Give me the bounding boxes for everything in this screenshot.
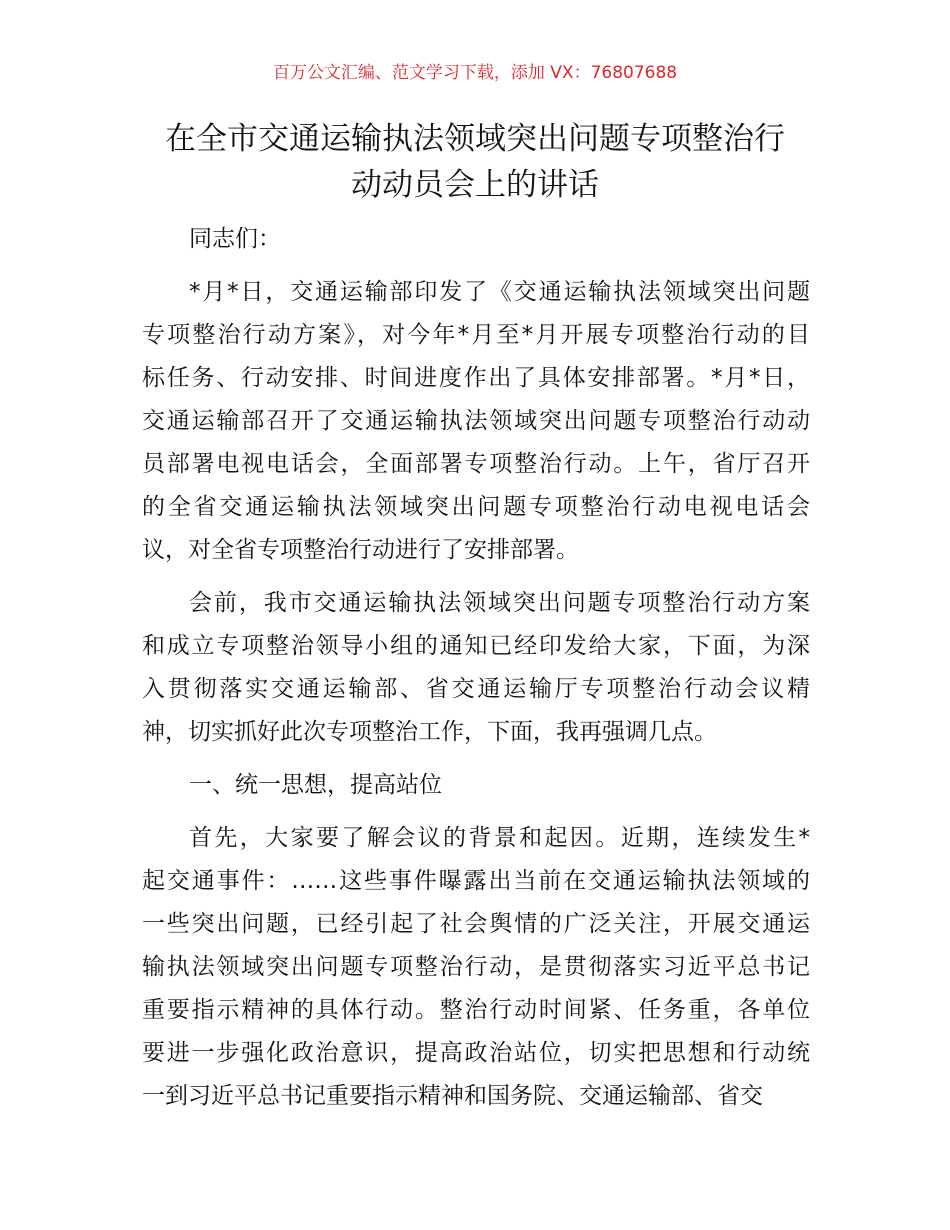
document-body [142,218,810,1128]
text-line: 的全省交通运输执法领域突出问题专项整治行动电视电话会 [142,494,810,520]
watermark-header: 百万公文汇编、范文学习下载，添加 VX：76807688 [272,63,678,83]
text-line: 标任务、行动安排、时间进度作出了具体安排部署。*月*日， [142,365,810,391]
paragraph [142,271,810,572]
text-line: 入贯彻落实交通运输部、省交通运输厅专项整治行动会议精 [142,676,810,702]
text-line: 会前，我市交通运输执法领域突出问题专项整治行动方案 [189,590,810,616]
text-line: 重要指示精神的具体行动。整治行动时间紧、任务重，各单位 [142,997,810,1023]
text-line: 要进一步强化政治意识，提高政治站位，切实把思想和行动统 [142,1040,810,1066]
text-line: 同志们： [189,226,281,252]
text-line: 一到习近平总书记重要指示精神和国务院、交通运输部、省交 [142,1083,763,1109]
text-line: 议，对全省专项整治行动进行了安排部署。 [142,537,579,563]
paragraph [142,218,810,261]
paragraph [142,582,810,754]
text-line: 员部署电视电话会，全面部署专项整治行动。上午，省厅召开 [142,451,810,477]
text-line: 一些突出问题，已经引起了社会舆情的广泛关注，开展交通运 [142,911,810,937]
text-line: 起交通事件：……这些事件曝露出当前在交通运输执法领域的 [142,868,810,894]
title-line: 动动员会上的讲话 [351,167,599,203]
paragraph [142,817,810,1118]
text-line: 专项整治行动方案》，对今年*月至*月开展专项整治行动的目 [142,322,810,348]
text-line: 首先，大家要了解会议的背景和起因。近期，连续发生* [189,825,810,851]
document-title [120,116,830,208]
text-line: *月*日，交通运输部印发了《交通运输执法领域突出问题 [189,279,810,305]
text-line: 一、统一思想，提高站位 [189,772,442,798]
text-line: 神，切实抓好此次专项整治工作，下面，我再强调几点。 [142,719,717,745]
text-line: 交通运输部召开了交通运输执法领域突出问题专项整治行动动 [142,408,810,434]
title-line: 在全市交通运输执法领域突出问题专项整治行 [165,121,785,157]
text-line: 和成立专项整治领导小组的通知已经印发给大家，下面，为深 [142,633,810,659]
section-heading [142,764,810,807]
text-line: 输执法领域突出问题专项整治行动，是贯彻落实习近平总书记 [142,954,810,980]
